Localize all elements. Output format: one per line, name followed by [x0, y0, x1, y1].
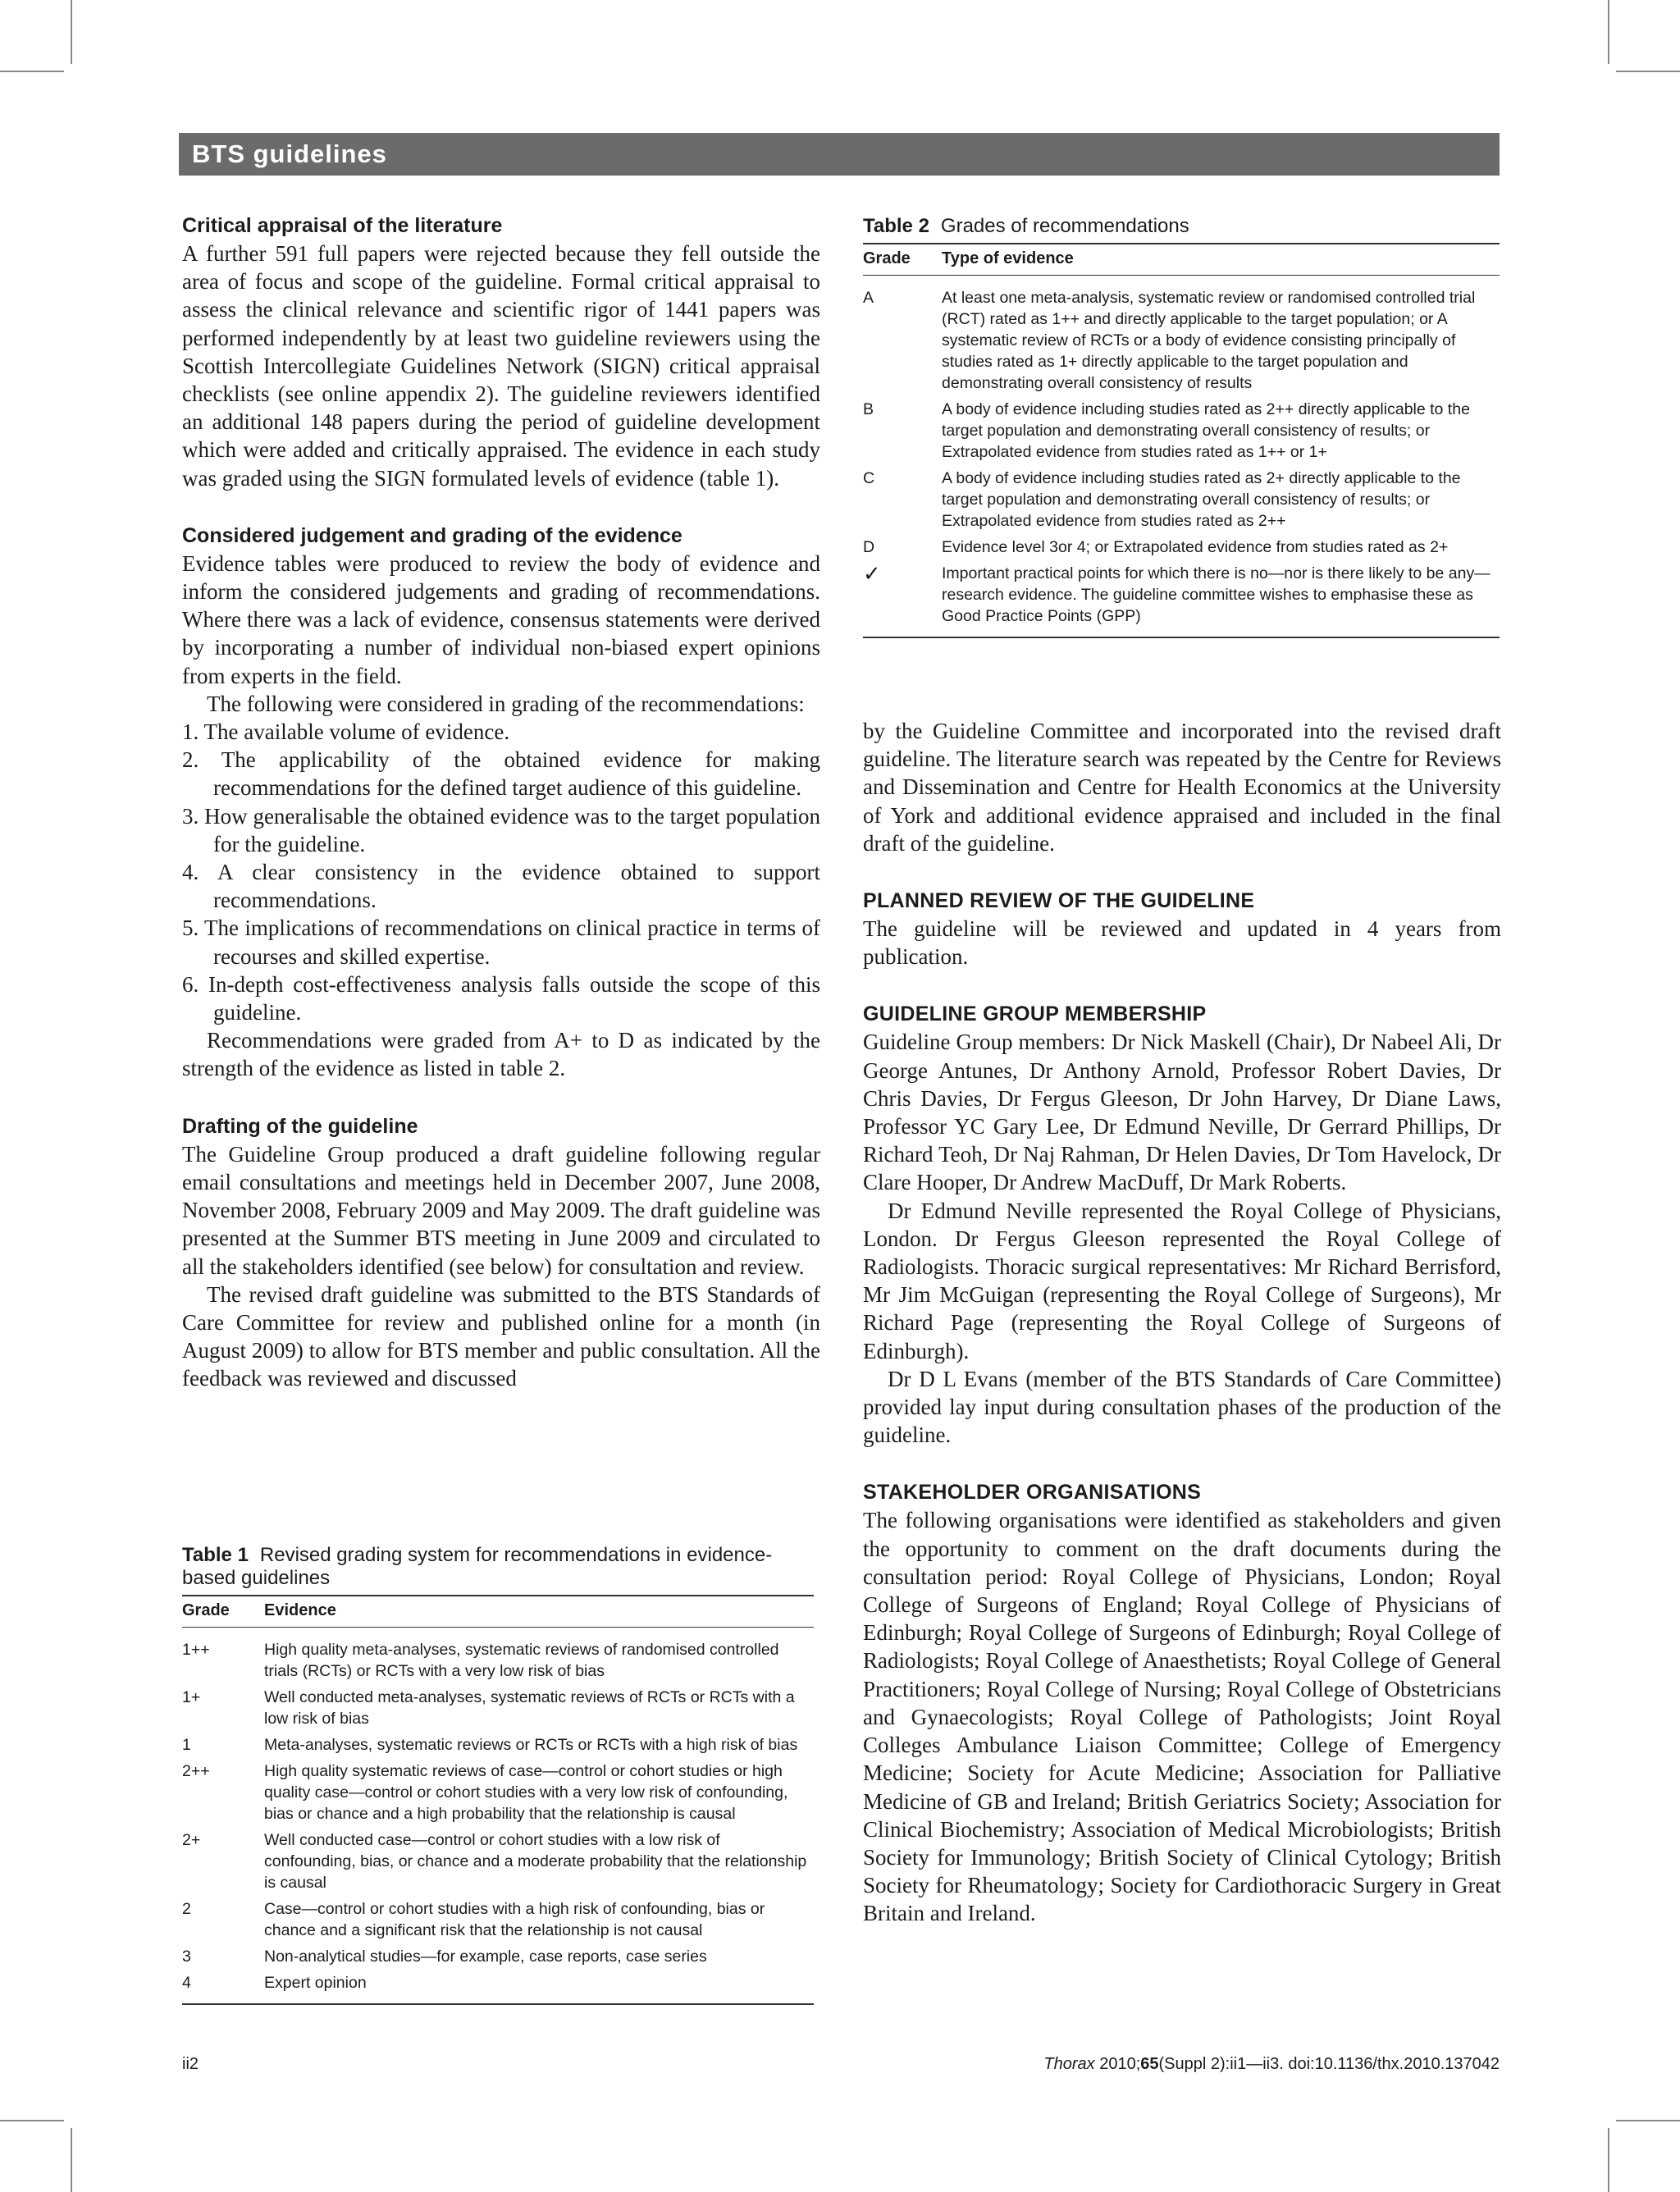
right-column	[863, 717, 1501, 1928]
column-header: Grade	[863, 244, 942, 276]
table-row: 1++ High quality meta-analyses, systematic reviews of randomised controlled trials (RCTs) or RCTs with a very low risk of bias	[182, 1641, 779, 1680]
citation-issue: (Suppl 2):ii1—ii3. doi:10.1136/thx.2010.137042	[1158, 2055, 1500, 2073]
section-banner: BTS guidelines	[179, 133, 1500, 176]
heading-group-membership: GUIDELINE GROUP MEMBERSHIP	[863, 1002, 1207, 1026]
paragraph: The guideline will be reviewed and updated in 4 years from publication.	[863, 916, 1501, 970]
table-row: 1+ Well conducted meta-analyses, systematic reviews of RCTs or RCTs with a low risk of bias	[182, 1688, 795, 1728]
citation-volume: 65	[1140, 2055, 1159, 2073]
crop-mark	[1608, 0, 1609, 64]
crop-mark	[1608, 2128, 1609, 2192]
left-column	[182, 212, 820, 1393]
paragraph: A further 591 full papers were rejected because they fell outside the area of focus and scope of the guideline. Formal critical appraisal to assess the clinical relevance and scientific rigor of 1441 papers was performed independently by at least two guideline reviewers using the Scottish Intercollegiate Guidelines Network (SIGN) critical appraisal checklists (see online appendix 2). The guideline reviewers identified an additional 148 papers during the period of guideline development which were added and critically appraised. The evidence in each study was graded using the SIGN formulated levels of evidence (table 1).	[182, 241, 820, 491]
table-row: ✓ Important practical points for which there is no—nor is there likely to be any—research evidence. The guideline committee wishes to emphasise these as Good Practice Points (GPP)	[863, 560, 1500, 637]
crop-mark	[71, 2128, 72, 2192]
table-row: 2 Case—control or cohort studies with a high risk of confounding, bias or chance and a significant risk that the relationship is not causal	[182, 1900, 765, 1939]
crop-mark	[1616, 2120, 1680, 2121]
heading-stakeholders: STAKEHOLDER ORGANISATIONS	[863, 1481, 1202, 1505]
heading-planned-review: PLANNED REVIEW OF THE GUIDELINE	[863, 889, 1255, 913]
table-2	[863, 215, 1500, 638]
table-1	[182, 1544, 814, 2005]
tick-icon: ✓	[863, 561, 881, 586]
crop-mark	[71, 0, 72, 64]
citation-year: 2010;	[1099, 2055, 1141, 2073]
table-2-grid	[863, 243, 1500, 638]
heading-drafting: Drafting of the guideline	[182, 1114, 418, 1138]
table-1-caption: Table 1 Revised grading system for recommendations in evidence-based guidelines	[182, 1544, 773, 1589]
list-item: 4. A clear consistency in the evidence obtained to support recommendations.	[182, 860, 820, 913]
table-row: 2+ Well conducted case—control or cohort studies with a low risk of confounding, bias, or chance and a moderate probability that the relationship is causal	[182, 1831, 807, 1892]
paragraph: Dr D L Evans (member of the BTS Standards of Care Committee) provided lay input during consultation phases of the production of the guideline.	[863, 1366, 1501, 1448]
list-item: 3. How generalisable the obtained evidence was to the target population for the guideline.	[182, 803, 820, 856]
paragraph: Guideline Group members: Dr Nick Maskell (Chair), Dr Nabeel Ali, Dr George Antunes, Dr Anthony Arnold, Professor Robert Davies, Dr Chris Davies, Dr Fergus Gleeson, Dr John Harvey, Dr Diane Laws, Professor YC Gary Lee, Dr Edmund Neville, Dr Gerrard Phillips, Dr Richard Teoh, Dr Naj Rahman, Dr Helen Davies, Dr Tom Havelock, Dr Clare Hooper, Dr Andrew MacDuff, Dr Mark Roberts.	[863, 1030, 1501, 1195]
page-number: ii2	[182, 2055, 199, 2073]
grading-criteria-list	[182, 718, 820, 1026]
table-row: 4 Expert opinion	[182, 1974, 367, 1992]
table-2-caption: Table 2 Grades of recommendations	[863, 215, 1189, 237]
crop-mark	[1616, 71, 1680, 72]
heading-considered-judgement: Considered judgement and grading of the evidence	[182, 523, 682, 547]
column-header: Type of evidence	[942, 244, 1500, 276]
table-row: 3 Non-analytical studies—for example, case reports, case series	[182, 1948, 707, 1966]
table-row: B A body of evidence including studies rated as 2++ directly applicable to the target population and demonstrating overall consistency of results; or Extrapolated evidence from studies rated as 1++ or 1+	[863, 400, 1470, 461]
heading-critical-appraisal: Critical appraisal of the literature	[182, 214, 503, 237]
paragraph: Dr Edmund Neville represented the Royal College of Physicians, London. Dr Fergus Gleeson represented the Royal College of Radiologists. Thoracic surgical representatives: Mr Richard Berrisford, Mr Jim McGuigan (representing the Royal College of Surgeons), Mr Richard Page (representing the Royal College of Surgeons of Edinburgh).	[863, 1198, 1501, 1363]
table-row: C A body of evidence including studies rated as 2+ directly applicable to the target population and demonstrating overall consistency of results; or Extrapolated evidence from studies rated as 2++	[863, 469, 1461, 530]
paragraph: Evidence tables were produced to review the body of evidence and inform the considered judgements and grading of recommendations. Where there was a lack of evidence, consensus statements were derived by incorporating a number of individual non-biased expert opinions from experts in the field.	[182, 550, 820, 688]
crop-mark	[0, 71, 64, 72]
list-item: 1. The available volume of evidence.	[182, 719, 510, 745]
table-row: A At least one meta-analysis, systematic review or randomised controlled trial (RCT) rated as 1++ and directly applicable to the target population; or A systematic review of RCTs or a body of evidence consisting principally of studies rated as 1+ directly applicable to the target population and demonstrating overall consistency of results	[863, 289, 1476, 392]
column-header: Grade	[182, 1596, 264, 1628]
paragraph: by the Guideline Committee and incorporated into the revised draft guideline. The literature search was repeated by the Centre for Reviews and Dissemination and Centre for Health Economics at the University of York and additional evidence appraised and included in the final draft of the guideline.	[863, 719, 1501, 856]
paragraph: The revised draft guideline was submitted to the BTS Standards of Care Committee for review and published online for a month (in August 2009) to allow for BTS member and public consultation. All the feedback was reviewed and discussed	[182, 1281, 820, 1391]
list-item: 6. In-depth cost-effectiveness analysis falls outside the scope of this guideline.	[182, 971, 820, 1025]
citation	[1043, 2054, 1500, 2074]
table-row: 2++ High quality systematic reviews of case—control or cohort studies or high quality case—control or cohort studies with a very low risk of confounding, bias or chance and a high probability that the relationship is causal	[182, 1762, 788, 1823]
crop-mark	[0, 2120, 64, 2121]
column-header: Evidence	[264, 1596, 814, 1628]
table-1-grid	[182, 1595, 814, 2005]
paragraph: The following were considered in grading of the recommendations:	[207, 691, 805, 716]
paragraph: Recommendations were graded from A+ to D as indicated by the strength of the evidence as listed in table 2.	[182, 1028, 820, 1081]
paragraph: The following organisations were identified as stakeholders and given the opportunity to comment on the draft documents during the consultation period: Royal College of Physicians, London; Royal College of Surgeons of England; Royal College of Physicians of Edinburgh; Royal College of Surgeons of Edinburgh; Royal College of Radiologists; Royal College of Anaesthetists; Royal College of General Practitioners; Royal College of Nursing; Royal College of Obstetricians and Gynaecologists; Royal College of Pathologists; Joint Royal Colleges Ambulance Liaison Committee; College of Emergency Medicine; Society for Acute Medicine; Association for Palliative Medicine of GB and Ireland; British Geriatrics Society; Association for Clinical Biochemistry; Association of Medical Microbiologists; British Society for Immunology; British Society of Clinical Cytology; British Society for Rheumatology; Society for Cardiothoracic Surgery in Great Britain and Ireland.	[863, 1508, 1501, 1926]
list-item: 5. The implications of recommendations on clinical practice in terms of recourses and skilled expertise.	[182, 916, 820, 969]
paragraph: The Guideline Group produced a draft guideline following regular email consultations and meetings held in December 2007, June 2008, November 2008, February 2009 and May 2009. The draft guideline was presented at the Summer BTS meeting in June 2009 and circulated to all the stakeholders identified (see below) for consultation and review.	[182, 1141, 820, 1279]
table-row: 1 Meta-analyses, systematic reviews or RCTs or RCTs with a high risk of bias	[182, 1736, 798, 1754]
list-item: 2. The applicability of the obtained evidence for making recommendations for the defined target audience of this guideline.	[182, 747, 820, 801]
table-row: D Evidence level 3or 4; or Extrapolated evidence from studies rated as 2+	[863, 538, 1449, 556]
journal-name: Thorax	[1043, 2055, 1095, 2073]
